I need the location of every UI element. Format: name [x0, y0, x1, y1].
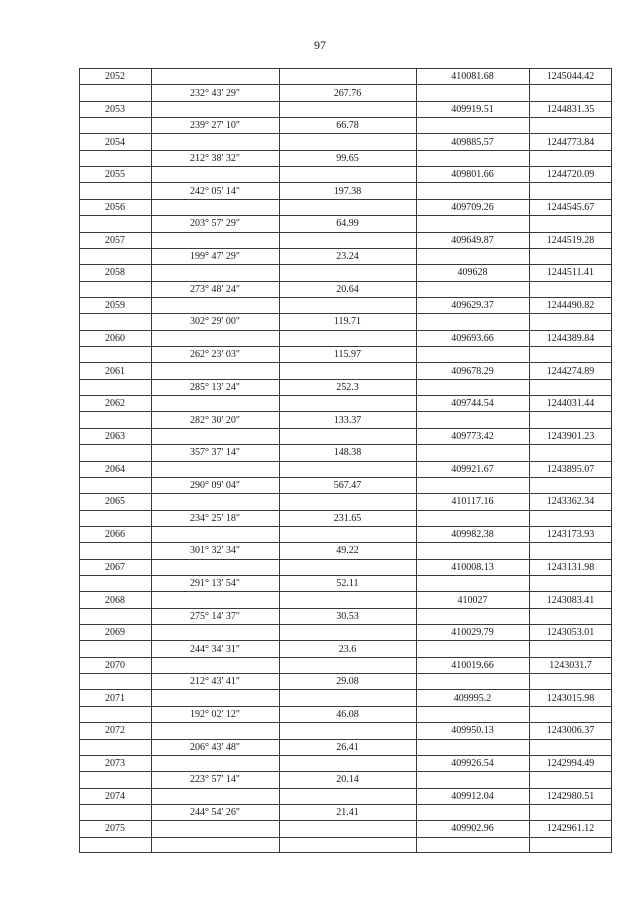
point-number: 2066 — [105, 529, 125, 541]
row-rule — [79, 461, 612, 462]
point-number: 2058 — [105, 267, 125, 279]
row-rule — [79, 804, 612, 805]
row-rule — [79, 330, 612, 331]
row-rule — [79, 428, 612, 429]
coordinate-x: 409649.87 — [451, 234, 494, 246]
point-number: 2073 — [105, 758, 125, 770]
bearing-angle: 212° 38' 32" — [190, 152, 240, 164]
coordinate-y: 1243131.98 — [546, 561, 595, 573]
coordinate-y: 1243173.93 — [546, 529, 595, 541]
row-rule — [79, 232, 612, 233]
row-rule — [79, 297, 612, 298]
coordinate-y: 1243901.23 — [546, 430, 595, 442]
row-rule — [79, 150, 612, 151]
row-rule — [79, 199, 612, 200]
point-number: 2065 — [105, 496, 125, 508]
coordinate-x: 409678.29 — [451, 365, 494, 377]
segment-distance: 52.11 — [336, 578, 359, 590]
bearing-angle: 273° 48' 24" — [190, 283, 240, 295]
segment-distance: 115.97 — [333, 349, 362, 361]
coordinate-x: 409921.67 — [451, 463, 494, 475]
point-number: 2054 — [105, 136, 125, 148]
bearing-angle: 199° 47' 29" — [190, 251, 240, 263]
bearing-angle: 223° 57' 14" — [190, 774, 240, 786]
bearing-angle: 275° 14' 37" — [190, 610, 240, 622]
bearing-angle: 192° 02' 12" — [190, 708, 240, 720]
coordinate-y: 1245044.42 — [546, 71, 595, 83]
coordinate-x: 409744.54 — [451, 398, 494, 410]
coordinate-y: 1244831.35 — [546, 103, 595, 115]
bearing-angle: 357° 37' 14" — [190, 447, 240, 459]
segment-distance: 231.65 — [333, 512, 362, 524]
segment-distance: 21.41 — [336, 807, 359, 819]
row-rule — [79, 313, 612, 314]
segment-distance: 66.78 — [336, 120, 359, 132]
row-rule — [79, 166, 612, 167]
coordinate-x: 409982.38 — [451, 529, 494, 541]
coordinate-x: 410081.68 — [451, 71, 494, 83]
coordinate-x: 410008.13 — [451, 561, 494, 573]
bearing-angle: 302° 29' 00" — [190, 316, 240, 328]
row-rule — [79, 771, 612, 772]
point-number: 2071 — [105, 692, 125, 704]
bearing-angle: 282° 30' 20" — [190, 414, 240, 426]
segment-distance: 99.65 — [336, 152, 359, 164]
segment-distance: 49.22 — [336, 545, 359, 557]
row-rule — [79, 264, 612, 265]
segment-distance: 29.08 — [336, 676, 359, 688]
row-rule — [79, 379, 612, 380]
point-number: 2060 — [105, 332, 125, 344]
segment-distance: 20.64 — [336, 283, 359, 295]
coordinate-y: 1243895.07 — [546, 463, 595, 475]
table-bottom-border — [79, 852, 612, 853]
point-number: 2055 — [105, 169, 125, 181]
coordinate-x: 410117.16 — [451, 496, 494, 508]
point-number: 2064 — [105, 463, 125, 475]
row-rule — [79, 788, 612, 789]
row-rule — [79, 281, 612, 282]
point-number: 2075 — [105, 823, 125, 835]
coordinate-y: 1243053.01 — [546, 627, 595, 639]
bearing-angle: 234° 25' 18" — [190, 512, 240, 524]
row-rule — [79, 395, 612, 396]
coordinate-x: 409709.26 — [451, 202, 494, 213]
point-number: 2053 — [105, 103, 125, 115]
row-rule — [79, 182, 612, 183]
row-rule — [79, 510, 612, 511]
point-number: 2052 — [105, 71, 125, 83]
coordinate-y: 1244274.89 — [546, 365, 595, 377]
row-rule — [79, 755, 612, 756]
coordinate-y: 1243015.98 — [546, 692, 595, 704]
row-rule — [79, 706, 612, 707]
coordinate-y: 1244773.84 — [546, 136, 595, 148]
bearing-angle: 232° 43' 29" — [190, 87, 240, 99]
segment-distance: 26.41 — [336, 741, 359, 753]
row-rule — [79, 722, 612, 723]
row-rule — [79, 493, 612, 494]
coordinate-y: 1243362.34 — [546, 496, 595, 508]
point-number: 2056 — [105, 202, 125, 213]
row-rule — [79, 608, 612, 609]
coordinate-x: 409902.96 — [451, 823, 494, 835]
row-rule — [79, 248, 612, 249]
coordinate-x: 409926.54 — [451, 758, 494, 770]
segment-distance: 267.76 — [333, 87, 362, 99]
coordinate-x: 409995.2 — [453, 692, 492, 704]
point-number: 2074 — [105, 790, 125, 802]
bearing-angle: 242° 05' 14" — [190, 185, 240, 197]
row-rule — [79, 526, 612, 527]
coordinate-y: 1242961.12 — [546, 823, 595, 835]
bearing-angle: 212° 43' 41" — [190, 676, 240, 688]
bearing-angle: 285° 13' 24" — [190, 381, 240, 393]
coordinate-x: 409885.57 — [451, 136, 494, 148]
row-rule — [79, 739, 612, 740]
coordinate-x: 409801.66 — [451, 169, 494, 181]
point-number: 2068 — [105, 594, 125, 606]
row-rule — [79, 542, 612, 543]
row-rule — [79, 117, 612, 118]
segment-distance: 30.53 — [336, 610, 359, 622]
bearing-angle: 301° 32' 34" — [190, 545, 240, 557]
coordinate-y: 1243083.41 — [546, 594, 595, 606]
point-number: 2063 — [105, 430, 125, 442]
bearing-angle: 239° 27' 10" — [190, 120, 240, 132]
point-number: 2070 — [105, 659, 125, 671]
point-number: 2069 — [105, 627, 125, 639]
row-rule — [79, 559, 612, 560]
coordinate-y: 1243031.7 — [549, 659, 592, 671]
segment-distance: 46.08 — [336, 708, 359, 720]
coordinate-y: 1244511.41 — [546, 267, 595, 279]
segment-distance: 20.14 — [336, 774, 359, 786]
row-rule — [79, 673, 612, 674]
point-number: 2072 — [105, 725, 125, 737]
row-rule — [79, 101, 612, 102]
coordinate-y: 1244720.09 — [546, 169, 595, 181]
coordinate-x: 409628 — [457, 267, 488, 279]
coordinate-x: 409950.13 — [451, 725, 494, 737]
point-number: 2057 — [105, 234, 125, 246]
point-number: 2062 — [105, 398, 125, 410]
bearing-angle: 291° 13' 54" — [190, 578, 240, 590]
coordinate-x: 410019.66 — [451, 659, 494, 671]
coordinate-y: 1242980.51 — [546, 790, 595, 802]
bearing-angle: 262° 23' 03" — [190, 349, 240, 361]
coordinate-x: 409919.51 — [451, 103, 494, 115]
coordinate-y: 1244389.84 — [546, 332, 595, 344]
row-rule — [79, 346, 612, 347]
bearing-angle: 244° 54' 26" — [190, 807, 240, 819]
row-rule — [79, 477, 612, 478]
row-rule — [79, 411, 612, 412]
coordinate-y: 1244031.44 — [546, 398, 595, 410]
coordinate-x: 410029.79 — [451, 627, 494, 639]
row-rule — [79, 657, 612, 658]
bearing-angle: 290° 09' 04" — [190, 480, 240, 492]
row-rule — [79, 820, 612, 821]
coordinate-x: 409693.66 — [451, 332, 494, 344]
row-rule — [79, 624, 612, 625]
segment-distance: 148.38 — [333, 447, 362, 459]
coordinate-y: 1244519.28 — [546, 234, 595, 246]
row-rule — [79, 837, 612, 838]
bearing-angle: 244° 34' 31" — [190, 643, 240, 655]
row-rule — [79, 444, 612, 445]
coordinate-x: 410027 — [457, 594, 488, 606]
coordinate-y: 1243006.37 — [546, 725, 595, 737]
row-rule — [79, 640, 612, 641]
survey-coordinates-table — [79, 68, 612, 853]
segment-distance: 252.3 — [336, 381, 359, 393]
point-number: 2067 — [105, 561, 125, 573]
point-number: 2059 — [105, 300, 125, 312]
segment-distance: 119.71 — [333, 316, 362, 328]
coordinate-y: 1242994.49 — [546, 758, 595, 770]
row-rule — [79, 575, 612, 576]
coordinate-x: 409912.04 — [451, 790, 494, 802]
segment-distance: 23.6 — [338, 643, 357, 655]
row-rule — [79, 689, 612, 690]
row-rule — [79, 84, 612, 85]
page-number: 97 — [314, 38, 326, 52]
bearing-angle: 206° 43' 48" — [190, 741, 240, 753]
table-top-border — [79, 68, 612, 69]
segment-distance: 64.99 — [336, 218, 359, 230]
row-rule — [79, 362, 612, 363]
segment-distance: 567.47 — [333, 480, 362, 492]
coordinate-x: 409773.42 — [451, 430, 494, 442]
point-number: 2061 — [105, 365, 125, 377]
coordinate-x: 409629.37 — [451, 300, 494, 312]
row-rule — [79, 591, 612, 592]
coordinate-y: 1244490.82 — [546, 300, 595, 312]
row-rule — [79, 215, 612, 216]
bearing-angle: 203° 57' 29" — [190, 218, 240, 230]
row-rule — [79, 133, 612, 134]
segment-distance: 23.24 — [336, 251, 359, 263]
segment-distance: 197.38 — [333, 185, 362, 197]
coordinate-y: 1244545.67 — [546, 202, 595, 213]
segment-distance: 133.37 — [333, 414, 362, 426]
